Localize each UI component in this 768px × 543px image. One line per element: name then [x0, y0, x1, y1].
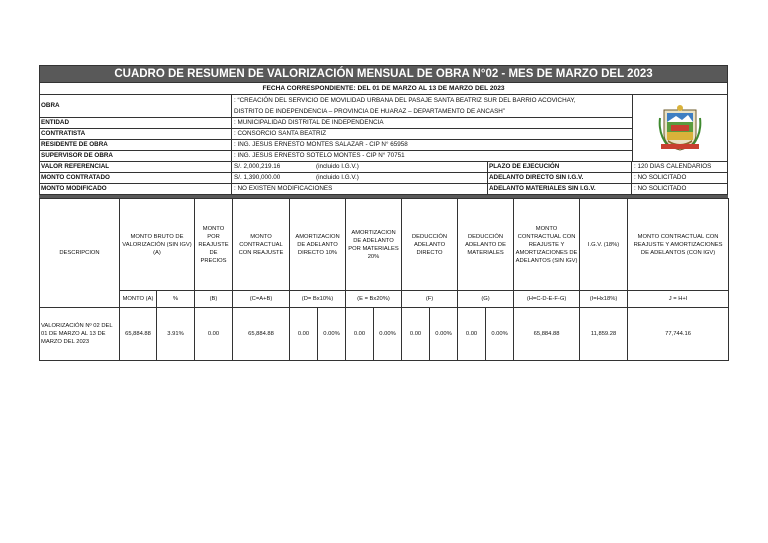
col-header-amort-materiales: AMORTIZACION DE ADELANTO POR MATERIALES 20% [346, 199, 402, 291]
table-row [40, 308, 729, 361]
col-header-total: MONTO CONTRACTUAL CON REAJUSTE Y AMORTIZACIONES DE ADELANTOS (CON IGV) [628, 199, 729, 291]
subheader-g: (G) [458, 291, 514, 308]
subheader-j: J = H+I [628, 291, 729, 308]
col-header-descripcion: DESCRIPCION [40, 199, 120, 308]
municipal-shield-icon [658, 104, 702, 152]
cell-c: 65,884.88 [233, 308, 290, 361]
adelanto-materiales-label: ADELANTO MATERIALES SIN I.G.V. [488, 184, 632, 194]
obra-label: OBRA [40, 95, 232, 117]
subheader-b: (B) [195, 291, 233, 308]
cell-g-pct: 0.00% [486, 308, 514, 361]
monto-contratado-value: S/. 1,390,000.00 [234, 174, 281, 181]
entidad-value: : MUNICIPALIDAD DISTRITAL DE INDEPENDENCIA [234, 119, 384, 126]
subheader-d: (D= Bx10%) [290, 291, 346, 308]
residente-value: : ING. JESUS ERNESTO MONTES SALAZAR - CIP N° 65958 [234, 141, 408, 148]
cell-descripcion: VALORIZACIÓN Nº 02 DEL 01 DE MARZO AL 13 DE MARZO DEL 2023 [40, 308, 120, 361]
cell-i: 11,859.28 [580, 308, 628, 361]
residente-label: RESIDENTE DE OBRA [40, 140, 232, 150]
municipal-logo-cell [632, 95, 727, 161]
monto-contratado-label: MONTO CONTRATADO [40, 173, 232, 183]
col-header-contractual-amort: MONTO CONTRACTUAL CON REAJUSTE Y AMORTIZACIONES DE ADELANTOS (SIN IGV) [514, 199, 580, 291]
cell-h: 65,884.88 [514, 308, 580, 361]
col-header-deduc-materiales: DEDUCCIÓN ADELANTO DE MATERIALES [458, 199, 514, 291]
subheader-c: (C=A+B) [233, 291, 290, 308]
col-header-amort-directo: AMORTIZACION DE ADELANTO DIRECTO 10% [290, 199, 346, 291]
cell-pct: 3.91% [157, 308, 195, 361]
valorizacion-table [39, 198, 729, 361]
col-header-reajuste: MONTO POR REAJUSTE DE PRECIOS [195, 199, 233, 291]
subheader-f: (F) [402, 291, 458, 308]
sheet-subtitle: FECHA CORRESPONDIENTE: DEL 01 DE MARZO AL 13 DE MARZO DEL 2023 [39, 83, 728, 95]
subheader-i: (I=Hx18%) [580, 291, 628, 308]
valor-referencial-value: S/. 2,000,219.16 [234, 163, 281, 170]
cell-e-pct: 0.00% [374, 308, 402, 361]
valor-referencial-note: (incluido I.G.V.) [316, 162, 488, 172]
cell-d-value: 0.00 [290, 308, 318, 361]
cell-f-pct: 0.00% [430, 308, 458, 361]
cell-e-value: 0.00 [346, 308, 374, 361]
adelanto-directo-value: : NO SOLICITADO [634, 174, 687, 181]
valorizacion-sheet [39, 65, 728, 361]
obra-value-line2: DISTRITO DE INDEPENDENCIA – PROVINCIA DE HUARAZ – DEPARTAMENTO DE ANCASH” [234, 108, 505, 115]
adelanto-materiales-value: : NO SOLICITADO [634, 185, 687, 192]
contratista-label: CONTRATISTA [40, 129, 232, 139]
col-header-igv: I.G.V. (18%) [580, 199, 628, 291]
info-block [39, 95, 728, 161]
cell-g-value: 0.00 [458, 308, 486, 361]
col-header-contractual: MONTO CONTRACTUAL CON REAJUSTE [233, 199, 290, 291]
adelanto-directo-label: ADELANTO DIRECTO SIN I.G.V. [488, 173, 632, 183]
plazo-value: : 120 DIAS CALENDARIOS [634, 163, 712, 170]
col-header-deduc-directo: DEDUCCIÓN ADELANTO DIRECTO [402, 199, 458, 291]
subheader-monto-a: MONTO (A) [120, 291, 157, 308]
supervisor-label: SUPERVISOR DE OBRA [40, 151, 232, 161]
monto-contratado-note: (incluido I.G.V.) [316, 173, 488, 183]
monto-modificado-label: MONTO MODIFICADO [40, 184, 232, 194]
cell-monto-a: 65,884.88 [120, 308, 157, 361]
obra-value-line1: : “CREACIÓN DEL SERVICIO DE MOVILIDAD URBANA DEL PASAJE SANTA BEATRIZ SUR DEL BARRIO ACOVICHAY, [234, 97, 576, 104]
contratista-value: : CONSORCIO SANTA BEATRIZ [234, 130, 327, 137]
sheet-title: CUADRO DE RESUMEN DE VALORIZACIÓN MENSUAL DE OBRA N°02 - MES DE MARZO DEL 2023 [39, 65, 728, 83]
subheader-e: (E = Bx20%) [346, 291, 402, 308]
cell-f-value: 0.00 [402, 308, 430, 361]
cell-d-pct: 0.00% [318, 308, 346, 361]
monto-modificado-value: : NO EXISTEN MODIFICACIONES [232, 184, 488, 194]
supervisor-value: : ING. JESUS ERNESTO SOTELO MONTES - CIP N° 70751 [234, 152, 405, 159]
plazo-label: PLAZO DE EJECUCIÓN [488, 162, 632, 172]
col-header-monto-bruto: MONTO BRUTO DE VALORIZACIÓN (SIN IGV) (A) [120, 199, 195, 291]
entidad-label: ENTIDAD [40, 118, 232, 128]
valor-referencial-label: VALOR REFERENCIAL [40, 162, 232, 172]
subheader-pct: % [157, 291, 195, 308]
cell-j: 77,744.16 [628, 308, 729, 361]
subheader-h: (H=C-D-E-F-G) [514, 291, 580, 308]
cell-b: 0.00 [195, 308, 233, 361]
